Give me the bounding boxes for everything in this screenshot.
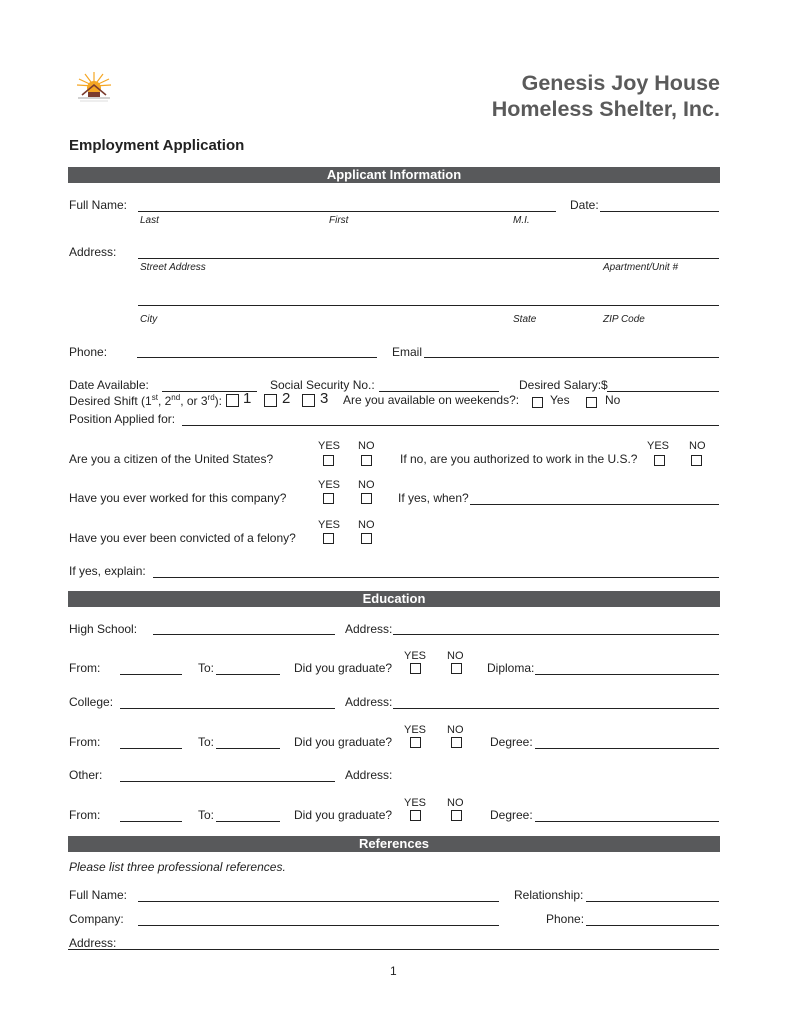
addr-sub-street: Street Address bbox=[140, 262, 206, 273]
college-to-label: To: bbox=[198, 735, 215, 749]
college-from-label: From: bbox=[69, 735, 101, 749]
college-grad-no-checkbox[interactable] bbox=[451, 737, 462, 748]
name-sub-last: Last bbox=[140, 215, 159, 226]
addr-sub-state: State bbox=[513, 314, 537, 325]
high-school-label: High School: bbox=[69, 622, 138, 636]
worked-yes-checkbox[interactable] bbox=[323, 493, 334, 504]
other-field[interactable] bbox=[120, 781, 335, 782]
citizen-no-checkbox[interactable] bbox=[361, 455, 372, 466]
ref-relationship-label: Relationship: bbox=[514, 888, 584, 902]
ref-company-field[interactable] bbox=[138, 925, 499, 926]
high-school-field[interactable] bbox=[153, 634, 335, 635]
explain-label: If yes, explain: bbox=[69, 564, 146, 578]
high-school-address-field[interactable] bbox=[393, 634, 719, 635]
shift-1-label: 1 bbox=[243, 390, 252, 407]
weekends-no-label: No bbox=[605, 393, 621, 407]
company-name-line1: Genesis Joy House bbox=[521, 71, 720, 95]
sunrise-house-icon bbox=[74, 70, 114, 104]
citizen-no-header: NO bbox=[358, 440, 375, 452]
full-name-label: Full Name: bbox=[69, 198, 128, 212]
college-graduate-question: Did you graduate? bbox=[294, 735, 393, 749]
section-header-references: References bbox=[68, 836, 720, 852]
high-school-address-label: Address: bbox=[345, 622, 393, 636]
college-to-field[interactable] bbox=[216, 748, 280, 749]
hs-graduate-question: Did you graduate? bbox=[294, 661, 393, 675]
other-grad-yes-checkbox[interactable] bbox=[410, 810, 421, 821]
salary-field[interactable] bbox=[607, 391, 719, 392]
authorized-yes-checkbox[interactable] bbox=[654, 455, 665, 466]
other-degree-field[interactable] bbox=[535, 821, 719, 822]
other-degree-label: Degree: bbox=[490, 808, 533, 822]
worked-question: Have you ever worked for this company? bbox=[69, 491, 287, 505]
addr-sub-zip: ZIP Code bbox=[603, 314, 645, 325]
ref-full-name-field[interactable] bbox=[138, 901, 499, 902]
college-degree-label: Degree: bbox=[490, 735, 533, 749]
ref-full-name-label: Full Name: bbox=[69, 888, 128, 902]
other-to-field[interactable] bbox=[216, 821, 280, 822]
hs-from-field[interactable] bbox=[120, 674, 182, 675]
other-grad-yes-header: YES bbox=[404, 797, 427, 809]
shift-sup-1: st bbox=[151, 393, 158, 402]
college-label: College: bbox=[69, 695, 114, 709]
addr-sub-apt: Apartment/Unit # bbox=[603, 262, 679, 273]
authorized-question: If no, are you authorized to work in the U.S.? bbox=[400, 452, 638, 466]
date-available-label: Date Available: bbox=[69, 378, 149, 392]
hs-grad-yes-header: YES bbox=[404, 650, 427, 662]
hs-from-label: From: bbox=[69, 661, 101, 675]
hs-grad-yes-checkbox[interactable] bbox=[410, 663, 421, 674]
position-field[interactable] bbox=[182, 425, 719, 426]
other-graduate-question: Did you graduate? bbox=[294, 808, 393, 822]
shift-2-label: 2 bbox=[282, 390, 291, 407]
company-name bbox=[492, 70, 720, 122]
ref-address-label: Address: bbox=[69, 936, 117, 950]
college-grad-no-header: NO bbox=[447, 724, 464, 736]
salary-label: Desired Salary:$ bbox=[519, 378, 608, 392]
position-label: Position Applied for: bbox=[69, 412, 176, 426]
diploma-label: Diploma: bbox=[487, 661, 535, 675]
felony-yes-checkbox[interactable] bbox=[323, 533, 334, 544]
hs-to-label: To: bbox=[198, 661, 215, 675]
email-label: Email bbox=[392, 345, 423, 359]
college-degree-field[interactable] bbox=[535, 748, 719, 749]
ref-phone-label: Phone: bbox=[546, 912, 585, 926]
addr-sub-city: City bbox=[140, 314, 158, 325]
shift-3-checkbox[interactable] bbox=[302, 394, 315, 407]
other-from-label: From: bbox=[69, 808, 101, 822]
other-grad-no-header: NO bbox=[447, 797, 464, 809]
other-label: Other: bbox=[69, 768, 103, 782]
college-grad-yes-header: YES bbox=[404, 724, 427, 736]
other-to-label: To: bbox=[198, 808, 215, 822]
phone-field[interactable] bbox=[137, 357, 377, 358]
shift-label-d: ): bbox=[214, 394, 223, 408]
felony-no-checkbox[interactable] bbox=[361, 533, 372, 544]
section-header-education: Education bbox=[68, 591, 720, 607]
authorized-no-header: NO bbox=[689, 440, 706, 452]
page-number: 1 bbox=[390, 964, 397, 978]
shift-label-b: , 2 bbox=[157, 394, 172, 408]
other-from-field[interactable] bbox=[120, 821, 182, 822]
citizen-yes-header: YES bbox=[318, 440, 341, 452]
shift-2-checkbox[interactable] bbox=[264, 394, 277, 407]
ssn-label: Social Security No.: bbox=[270, 378, 375, 392]
ref-address-field[interactable] bbox=[68, 949, 719, 950]
authorized-no-checkbox[interactable] bbox=[691, 455, 702, 466]
city-state-zip-field[interactable] bbox=[138, 305, 719, 306]
ref-relationship-field[interactable] bbox=[586, 901, 719, 902]
college-address-label: Address: bbox=[345, 695, 393, 709]
shift-sup-3: rd bbox=[207, 393, 215, 402]
hs-to-field[interactable] bbox=[216, 674, 280, 675]
name-sub-mi: M.I. bbox=[513, 215, 530, 226]
felony-question: Have you ever been convicted of a felony? bbox=[69, 531, 296, 545]
citizen-question: Are you a citizen of the United States? bbox=[69, 452, 274, 466]
college-address-field[interactable] bbox=[393, 708, 719, 709]
authorized-yes-header: YES bbox=[647, 440, 670, 452]
date-field[interactable] bbox=[600, 211, 719, 212]
ssn-field[interactable] bbox=[379, 391, 499, 392]
weekends-yes-checkbox[interactable] bbox=[532, 397, 543, 408]
company-name-line2: Homeless Shelter, Inc. bbox=[491, 97, 720, 121]
weekends-yes-label: Yes bbox=[550, 393, 570, 407]
worked-no-header: NO bbox=[358, 479, 375, 491]
citizen-yes-checkbox[interactable] bbox=[323, 455, 334, 466]
hs-grad-no-checkbox[interactable] bbox=[451, 663, 462, 674]
diploma-field[interactable] bbox=[535, 674, 719, 675]
shift-label-a: Desired Shift (1 bbox=[69, 394, 152, 408]
email-field[interactable] bbox=[424, 357, 719, 358]
phone-label: Phone: bbox=[69, 345, 108, 359]
form-title: Employment Application bbox=[69, 137, 245, 154]
hs-grad-no-header: NO bbox=[447, 650, 464, 662]
shift-sup-2: nd bbox=[171, 393, 181, 402]
street-address-field[interactable] bbox=[138, 258, 719, 259]
worked-when-field[interactable] bbox=[470, 504, 719, 505]
desired-shift-label bbox=[69, 393, 222, 408]
full-name-field[interactable] bbox=[138, 211, 556, 212]
weekends-no-checkbox[interactable] bbox=[586, 397, 597, 408]
college-from-field[interactable] bbox=[120, 748, 182, 749]
weekends-label: Are you available on weekends?: bbox=[343, 393, 520, 407]
shift-3-label: 3 bbox=[320, 390, 329, 407]
felony-yes-header: YES bbox=[318, 519, 341, 531]
references-instructions: Please list three professional references. bbox=[69, 860, 286, 874]
college-grad-yes-checkbox[interactable] bbox=[410, 737, 421, 748]
other-address-label: Address: bbox=[345, 768, 393, 782]
worked-no-checkbox[interactable] bbox=[361, 493, 372, 504]
college-field[interactable] bbox=[120, 708, 335, 709]
ref-company-label: Company: bbox=[69, 912, 124, 926]
ref-phone-field[interactable] bbox=[586, 925, 719, 926]
address-label: Address: bbox=[69, 245, 117, 259]
section-header-applicant: Applicant Information bbox=[68, 167, 720, 183]
date-label: Date: bbox=[570, 198, 599, 212]
worked-when-label: If yes, when? bbox=[398, 491, 469, 505]
other-grad-no-checkbox[interactable] bbox=[451, 810, 462, 821]
shift-1-checkbox[interactable] bbox=[226, 394, 239, 407]
felony-no-header: NO bbox=[358, 519, 375, 531]
shift-label-c: , or 3 bbox=[180, 394, 208, 408]
explain-field[interactable] bbox=[153, 577, 719, 578]
logo bbox=[74, 70, 114, 104]
worked-yes-header: YES bbox=[318, 479, 341, 491]
name-sub-first: First bbox=[329, 215, 349, 226]
